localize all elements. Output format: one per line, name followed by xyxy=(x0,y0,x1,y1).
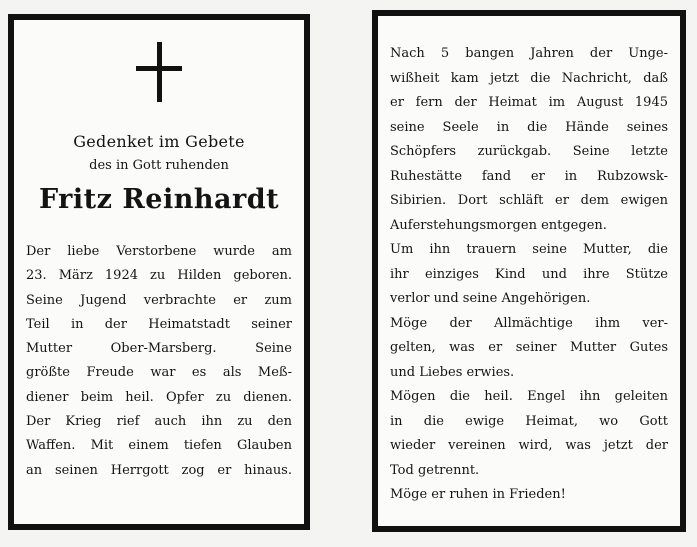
text-line: Schöpfers zurückgab. Seine letzte xyxy=(390,144,668,159)
text-line: und Liebes erwies. xyxy=(390,364,515,380)
cross-icon xyxy=(136,42,182,102)
text-line: diener beim heil. Opfer zu dienen. xyxy=(26,389,292,405)
text-line: Um ihn trauern seine Mutter, die xyxy=(390,242,668,257)
text-line: Ruhestätte fand er in Rubzowsk- xyxy=(390,168,668,184)
text-line: Der liebe Verstorbene wurde am xyxy=(26,244,292,259)
text-line: seine Seele in die Hände seines xyxy=(390,119,668,135)
text-line: größte Freude war es als Meß- xyxy=(26,365,292,381)
heading: Gedenket im Gebete xyxy=(73,132,245,151)
text-line: verlor und seine Angehörigen. xyxy=(390,291,591,306)
text-line: Tod getrennt. xyxy=(390,462,480,478)
text-line: er fern der Heimat im August 1945 xyxy=(390,95,668,110)
text-line: ihr einziges Kind und ihre Stütze xyxy=(390,266,668,282)
text-line: Der Krieg rief auch ihn zu den xyxy=(26,414,292,430)
text-line: 23. März 1924 zu Hilden geboren. xyxy=(26,268,292,284)
left-text xyxy=(26,240,292,483)
text-line: Möge er ruhen in Frieden! xyxy=(390,487,566,502)
text-line: Mutter Ober-Marsberg. Seine xyxy=(26,341,292,357)
text-line: Waffen. Mit einem tiefen Glauben xyxy=(26,438,292,454)
text-line: Mögen die heil. Engel ihn geleiten xyxy=(390,389,668,404)
deceased-name: Fritz Reinhardt xyxy=(38,184,280,215)
text-line: Möge der Allmächtige ihm ver- xyxy=(390,315,668,331)
left-card xyxy=(8,14,310,530)
text-line: Teil in der Heimatstadt seiner xyxy=(26,316,292,332)
text-line: Sibirien. Dort schläft er dem ewigen xyxy=(390,193,668,208)
right-card xyxy=(372,10,686,532)
subheading: des in Gott ruhenden xyxy=(89,158,229,173)
text-line: Nach 5 bangen Jahren der Unge- xyxy=(390,46,668,61)
text-line: Seine Jugend verbrachte er zum xyxy=(26,292,292,308)
text-line: wißheit kam jetzt die Nachricht, daß xyxy=(390,70,668,86)
right-text xyxy=(390,42,668,508)
text-line: gelten, was er seiner Mutter Gutes xyxy=(390,340,668,355)
text-line: in die ewige Heimat, wo Gott xyxy=(390,413,668,429)
text-line: an seinen Herrgott zog er hinaus. xyxy=(26,462,292,478)
text-line: Auferstehungsmorgen entgegen. xyxy=(390,217,607,233)
text-line: wieder vereinen wird, was jetzt der xyxy=(390,438,668,453)
